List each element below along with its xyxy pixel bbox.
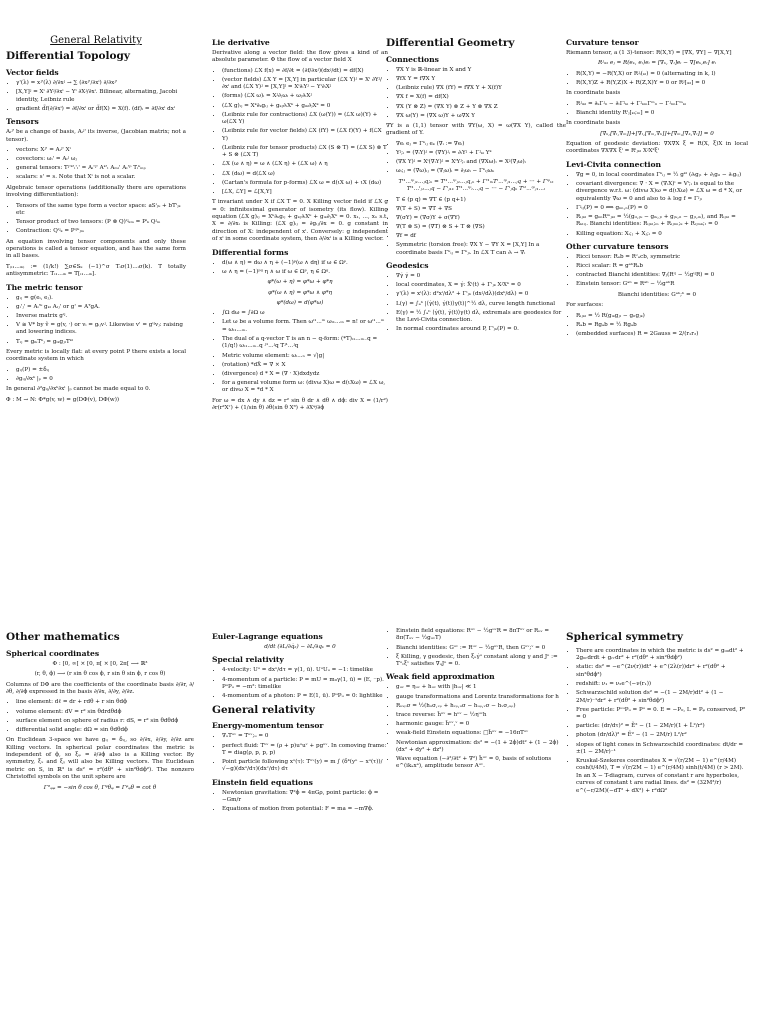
list-item: • V ≅ V* by ṽ = g(v, ·) or vᵢ = gᵢⱼvʲ. Likewise v' = gⁱʲvⱼ: raising and lowering indices. [16, 322, 186, 337]
list-item: • contracted Bianchi identities: ∇ⱼ(Rⁱʲ − ½gⁱʲR) = 0 [576, 272, 748, 279]
list-item: • gᵢⱼ(P) = ±δᵢⱼ [16, 367, 186, 374]
list-item: • There are coordinates in which the metric is ds² = g₀₀dt² + 2g₀ᵣdrdt + gᵣᵣdr² + r²(dθ² + sin²θdϕ²) [576, 648, 748, 663]
bullet-list [212, 733, 388, 773]
list-item: • Ricci tensor: Rₐb = Rᶜₐcb, symmetric [576, 254, 748, 261]
list-item: • Killing equation: Xᵢ;ⱼ + Xⱼ;ᵢ = 0 [576, 231, 748, 238]
list-item: • [X,Y]ʲ = Xⁱ ∂Yʲ/∂xⁱ − Yⁱ ∂Xʲ/∂xⁱ. Bilinear, alternating, Jacobi identity, Leibniz rule [16, 89, 186, 104]
paragraph: An equation involving tensor components and only these operations is called a tensor equation, and has the same form in all bases. [6, 238, 186, 260]
list-item: • vectors: Xʲ' = Aᵢʲ' Xⁱ [16, 147, 186, 154]
list-item: • Inverse matrix gⁱʲ. [16, 313, 186, 320]
subsection-heading: Geodesics [386, 261, 429, 271]
equation: Γᶿᵩᵩ = −sin θ cos θ, Γᵠθᵩ = Γᵠᵩθ = cot θ [43, 784, 157, 791]
section-heading: Differential Topology [6, 50, 130, 63]
bullet-list [212, 310, 388, 395]
list-item: • d(ω ∧ η) = dω ∧ η + (−1)ᵖ(ω ∧ dη) if ω ∈ Ωᵖ. [222, 260, 388, 267]
list-item: • surface element on sphere of radius r: dS, = r² sin θdθdϕ [16, 718, 194, 725]
list-item: • ∇(T + S) = ∇T + ∇S [396, 206, 566, 213]
centered-equation: Bianchi identities: Gᵃᵇ;ᵇ = 0 [617, 291, 697, 298]
column-5 [6, 628, 194, 795]
list-item: • (divergence) d * X = (∇ · X)dxdydz [222, 371, 388, 378]
equation: φ*(dω) = d(φ*ω) [276, 299, 324, 306]
list-item: • Let ω be a volume form. Then ωⁱ¹...ⁱⁿ ωᵢ₁...ᵢₙ = n! or ωⁱ¹...ⁱⁿ = ωᵢ₁...ᵢₙ. [222, 319, 388, 334]
list-item: • Bianchi identity Rⁱⱼ[ₖₗ;ₘ] = 0 [576, 110, 748, 117]
list-item: • scalars: s' = s. Note that Xⁱ is not a scalar. [16, 174, 186, 181]
paragraph: Aᵢʲ' be a change of basis, Aᵢʲ' its inverse, (Jacobian matrix; not a tensor). [6, 129, 186, 143]
list-item: • ω ∧ η = (−1)ᵖᵍ η ∧ ω if ω ∈ Ωᵖ, η ∈ Ωᵍ. [222, 269, 388, 276]
list-item: • Bianchi identities: Gᵘᵛ := Rᵘᵛ − ½gᵘᵛR, then Gᵘᵛ;ᵛ = 0 [396, 645, 566, 652]
list-item: • Tensor product of two tensors: (P ⊗ Q)ⁱʲₖₘ = Pⁱₖ Qʲₘ [16, 219, 186, 226]
section-heading: General relativity [212, 703, 315, 716]
paragraph: T₍ᵢ₁...ᵢₖ₎ := (1/k!) ∑σ∈Sₖ (−1)^σ Tᵢσ(1)...ᵢσ(k). T totally antisymmetric: Tᵢ₁...ᵢₖ = T[ᵢ₁...ᵢₖ]. [6, 263, 186, 278]
list-item: • ∇X Y is ℝ-linear in X and Y [396, 67, 566, 74]
bullet-list [6, 203, 186, 236]
list-item: • The dual of a q-vector T is an n − q-form: (*T)ᵢ₁...ᵢₙ₋q = (1/q!) ωᵢ₁...ᵢₙ₋q ʲ¹...ʲq Tʲ¹...ʲq [222, 336, 388, 351]
list-item: • photon (dr/dλ)² = Ẽ² − (1 − 2M/r) L²/r² [576, 732, 748, 739]
list-item: • (forms) (ℒX ω)ᵢ = Xʲ∂ⱼωᵢ + ωⱼ∂ᵢXʲ [222, 93, 388, 100]
paragraph: In coordinate basis [566, 90, 621, 97]
section-heading: Other mathematics [6, 631, 120, 643]
bullet-list [6, 367, 186, 384]
list-item: • gradient d̃f(∂/∂xⁱ) = ∂f/∂xⁱ or d̃f(X) = X(f). (df)ᵢ = ∂f/∂xⁱ dxⁱ [16, 106, 186, 113]
column-1 [6, 34, 186, 407]
bullet-list [566, 101, 748, 118]
list-item: • weak-field Einstein equations: □h̄ᵘᵛ = −16πTᵘᵛ [396, 730, 566, 737]
list-item: • particle: (dr/dτ)² = Ẽ² − (1 − 2M/r)(1 + L̃²/r²) [576, 723, 748, 730]
list-item: • perfect fluid: Tᵘᵛ = (ρ + p)uᵘuᵛ + pgᵘᵛ. In comoving frame: T = diag(ρ, p, p, p) [222, 743, 388, 758]
list-item: • general tensors: Tʲ'ᵏ'ᵢ'ₗ' = Aᵢ'ʲ' Aᵏ'ₗ Aₘᵢ' Aₗ'ᵖ Tᵢᵏₘₚ [16, 165, 186, 172]
subsection-heading: Einstein field equations [212, 777, 313, 787]
list-item: • L(γ) = ∫ₐᵇ |⟨γ̇(t), γ̇(t)⟩γ(t)|^½ dλ, curve length functional [396, 301, 566, 308]
list-item: • Kruskal-Szekeres coordinates X = √(r/2M − 1) e^(r/4M) cosh(t/4M), T = √(r/2M − 1) e^(r/4M) sinh(t/4M) (r > 2M). In an X − T-diagram, curves of constant r are hyperboles, curves of constant t are radial lines. ds² = (32M³/r) e^(−r/2M)(−dT² + dX²) + r²dΩ² [576, 758, 748, 795]
list-item: • (embedded surfaces) R = 2Gauss = 2/(r₁r₂) [576, 331, 748, 338]
list-item: • ∇(σY) = (∇σ)Y + σ(∇Y) [396, 215, 566, 222]
subsection-heading: Energy-momentum tensor [212, 721, 324, 731]
bullet-list [6, 699, 194, 734]
page-title: General Relativity [50, 35, 142, 46]
bullet-list [212, 667, 388, 700]
centered-equation: Φ : [0, ∞[ × [0, π[ × [0, 2π[ ⟶ ℝ³ [52, 660, 148, 667]
equation: φ*(ω + η) = φ*ω + φ*η [267, 279, 333, 286]
list-item: • ∇ᵤTᵘᵛ = Tᵘᵛ;ᵤ = 0 [222, 733, 388, 740]
list-item: • differential solid angle: dΩ = sin θdθdϕ [16, 727, 194, 734]
list-item: • (Cartan's formula for p-forms) ℒX ω = d(ιX ω) + ιX (dω) [222, 180, 388, 187]
list-item: • ξ Killing, γ geodesic, then ξᵤγ̇ᵘ constant along γ and Jᵘ := Tᵘᵥξᵛ satisfies ∇ᵤJᵘ = 0. [396, 654, 566, 669]
list-item: • (functions) ℒX f(x) = ∂f/∂t = (∂f/∂xʲ)(dxʲ/dt) = df(X) [222, 68, 388, 75]
list-item: • Symmetric (torsion free): ∇X Y − ∇Y X = [X,Y] In a coordinate basis Γᵏᵢⱼ = Γᵏⱼᵢ. In ℒX T can ∂ᵢ → ∇ᵢ [396, 242, 566, 257]
column-4 [566, 34, 748, 341]
list-item: • γ'(λ) = xʲ'(λ) ∂/∂xʲ → ∑ (∂xʲ'/∂xⁱ) ∂/∂xʲ' [16, 80, 186, 87]
list-item: • ∇eᵢ eⱼ = Γᵏᵢⱼ eₖ (∇ᵢ := ∇eᵢ) [396, 141, 566, 148]
column-7 [386, 628, 566, 774]
paragraph: On Euclidean 3-space we have gᵢⱼ = δᵢⱼ, so ∂/∂x, ∂/∂y, ∂/∂z are Killing vectors. In spherical polar coordinates the metric is independent of ϕ, so ξᵩ = ∂/∂ϕ also is a Killing vector. By symmetry, ξₓ and ξᵧ will also be Killing vectors. The Euclidean metric on S, in ℝ³ is ds² = r²(dθ² + sin²θdϕ²). The nonzero Christoffel symbols on the unit sphere are [6, 737, 194, 781]
list-item: • 4-momentum of a particle: P = mU = m₀γ(1, ū) = (E, ⁻p). PᵘPᵤ = −m²: timelike [222, 677, 388, 692]
bullet-list [386, 141, 566, 176]
bullet-list [6, 80, 186, 113]
list-item: • Rʲᵢₖₗ = ∂ₖΓʲₗᵢ − ∂ₗΓʲₖᵢ + ΓʲₖₘΓᵐₗᵢ − ΓʲₗₘΓᵐₖᵢ [576, 101, 748, 108]
list-item: • static: ds² = −e^(2ν(r))dt² + e^(2λ(r))dr² + r²(dθ² + sin²θdϕ²) [576, 664, 748, 679]
list-item: • 4-momentum of a photon: P = E(1, ū). PᵘPᵤ = 0: lightlike [222, 693, 388, 700]
list-item: • Rᵤᵥᵨσ = ½(hᵤσ,ᵥᵨ + hᵥᵨ,ᵤσ − hᵤᵨ,ᵥσ − hᵥσ,ᵤᵨ) [396, 703, 566, 710]
list-item: • T ∈ (p q) ⇒ ∇T ∈ (p q+1) [396, 197, 566, 204]
list-item: • Yʲ;ᵢ = (∇ᵢY)ʲ = (∇Y)ʲᵢ = ∂ᵢYʲ + Γʲₖᵢ Yᵏ [396, 150, 566, 157]
column-8 [566, 628, 748, 798]
list-item: • Newtonian gravitation: ∇²ϕ = 4πGρ, point particle: ϕ = −Gm/r [222, 790, 388, 805]
list-item: • Tᵢⱼ = gᵢₖTᵏⱼ = gᵢₖgⱼₗTᵏˡ [16, 339, 186, 346]
bullet-list [566, 172, 748, 238]
column-6 [212, 628, 388, 817]
list-item: • local coordinates, X = γ̇: Ẍⁱ(t) + Γⁱⱼₖ XʲXᵏ = 0 [396, 282, 566, 289]
list-item: • Contraction: Qⁱʲₖ = Pⁱʲᵏⱼₘ [16, 228, 186, 235]
list-item: • (Leibniz rule for vector fields) ℒX (fY) = (ℒX f)(Y) + f(ℒX Y) [222, 128, 388, 143]
list-item: • Rᵢⱼₖₗ = ½ R(gᵢₖgⱼₗ − gᵢₗgⱼₖ) [576, 313, 748, 320]
list-item: • slopes of light cones in Schwarzschild coordinates: dt/dr = ±(1 − 2M/r)⁻¹ [576, 742, 748, 757]
list-item: • harmonic gauge: h̄ᵘᵛ,ᵛ = 0 [396, 721, 566, 728]
paragraph: For surfaces: [566, 302, 604, 309]
list-item: • ∇γ̇ γ̇ = 0 [396, 273, 566, 280]
list-item: • trace reverse: h̄ᵘᵛ = hᵘᵛ − ½ηᵘᵛh [396, 712, 566, 719]
bullet-list [386, 273, 566, 334]
list-item: • Tensors of the same type form a vector space: aSⁱⱼₖ + bTⁱⱼₖ etc [16, 203, 186, 218]
list-item: • ∂gᵢⱼ/∂xᵏ |ₚ = 0 [16, 376, 186, 383]
equation: Tⁱ¹...ⁱᵖⱼ₁...ⱼq;ₖ = Tⁱ¹...ⁱᵖⱼ₁...ⱼq,ₖ + Γⁱ¹ₗₖTˡ...ⁱᵖⱼ₁...ⱼq + ··· + Γⁱᵖₗₖ Tⁱ¹...ˡⱼ₁...ⱼq − Γˡⱼ₁ₖ Tⁱ¹...ⁱᵖₗ...ⱼq − ··· − Γˡⱼqₖ Tⁱ¹...ⁱᵖⱼ₁...ₗ [398, 178, 554, 193]
list-item: • γ'(λ) = xⁱ(λ): d²xⁱ/dλ² + Γⁱⱼₖ (dxʲ/dλ)(dxᵏ/dλ) = 0 [396, 291, 566, 298]
list-item: • line element: dℓ = dr + rdθ + r sin θdϕ [16, 699, 194, 706]
paragraph: T invariant under X if ℒX T = 0. X Killing vector field if ℒX g = 0: infinitesimal generator of isometry (its flow). Killing equation (ℒX g)ᵢⱼ = Xᵏ∂ₖgᵢⱼ + gₖⱼ∂ᵢXᵏ + gᵢₖ∂ⱼXᵏ = 0. x₁, ..., xₙ s.t. X = ∂/∂xᵢ is Killing: (ℒX g)ᵢⱼ = ∂gᵢⱼ/∂x = 0. g constant in direction of X: independent of xⁱ. Conversely: g independent of xⁱ in some coordinate system, then ∂/∂xⁱ is a Killing vector. [212, 199, 388, 243]
list-item: • covectors: ωᵢ' = Aᵢʲ ωⱼ [16, 156, 186, 163]
list-item: • covariant divergence: ∇ · X = (∇ᵢX)ⁱ = Vⁱ;ᵢ is equal to the divergence w.r.t. ω: (divω X)ω = d(ιXω) = ℒX ω = d * X, or equivalently ∇ω = 0 and also to ∂ᵢ log f = Γʲⱼᵢ [576, 181, 748, 203]
list-item: • Equations of motion from potential: F = ma = −m∇ϕ. [222, 806, 388, 813]
list-item: • for a general volume form ω: (divω X)ω = d(ιXω) = ℒX ω, or divω X = *d * X [222, 380, 388, 395]
list-item: • Point particle following xᵘ(τ): Tᵘᵛ(y) = m ∫ (δ⁴(yᵘ − xᵘ(τ))/√−g)(dxᵘ/dτ)(dxᵛ/dτ) dτ [222, 759, 388, 774]
list-item: • ℒX (dω) = d(ℒX ω) [222, 171, 388, 178]
bullet-list [212, 260, 388, 277]
list-item: • Ricci scalar: R = gᵃᵇRₐb [576, 263, 748, 270]
bullet-list [212, 68, 388, 197]
column-2 [212, 34, 388, 416]
subsection-heading: Levi-Civita connection [566, 159, 662, 169]
paragraph: Equation of geodesic deviation: ∇X∇X ξ = R(X, ξ)X in local coordinates ∇X∇X ξⁱ = Rⁱⱼₖₗ XʲXᵏξˡ [566, 140, 748, 155]
subsection-heading: Connections [386, 54, 439, 64]
centered-equation: (r, θ, ϕ) ⟶ (r sin θ cos ϕ, r sin θ sin ϕ, r cos θ) [34, 671, 166, 678]
subsection-heading: Spherical coordinates [6, 648, 100, 658]
list-item: • gauge transformations and Lorentz transformations for h [396, 694, 566, 701]
subsection-heading: Special relativity [212, 655, 284, 665]
list-item: • (∇X Y)ʲ = Xⁱ(∇ᵢY)ʲ = XⁱYʲ;ᵢ and (∇Xω)ᵢ = Xʲ(∇ⱼω)ᵢ [396, 159, 566, 166]
list-item: • ℒX (ω ∧ η) = ω ∧ (ℒX η) + (ℒX ω) ∧ η [222, 161, 388, 168]
list-item: • Rᵢⱼₖₗ = gᵢₘRᵐⱼₖₗ = ½(gᵢₗ,ⱼₖ − gᵢₖ,ⱼₗ + gⱼₖ,ᵢₗ − gⱼₗ,ᵢₖ), and Rᵢⱼₖₗ = Rₖₗᵢⱼ. Bianchi identities: Rᵢⱼₖₗ;ₘ + Rᵢⱼₗₘ;ₖ + Rᵢⱼₘₖ;ₗ = 0 [576, 214, 748, 229]
bullet-list [6, 295, 186, 346]
list-item: • (ℒX g)ᵢⱼ = Xᵏ∂ₖgᵢⱼ + gₖⱼ∂ᵢXᵏ + gᵢₖ∂ⱼXᵏ = 0 [222, 103, 388, 110]
bullet-list [212, 790, 388, 814]
list-item: • Schwarzschild solution ds² = −(1 − 2M/r)dt² + (1 − 2M/r)⁻¹dr² + r²(dθ² + sin²θdϕ²) [576, 690, 748, 705]
bullet-list [6, 147, 186, 182]
paragraph: Derivative along a vector field: the flow gives a kind of an absolute parameter. Φ the flow of a vector field X [212, 50, 388, 64]
list-item: • R(X,Y) = −R(Y,X) or Rʲᵢ(ₖₗ) = 0 (alternating in k, l) [576, 71, 748, 78]
equation: [∇ₖ,[∇ₗ,∇ₘ]]+[∇ₗ,[∇ₘ,∇ₖ]]+[∇ₘ,[∇ₖ,∇ₗ]] = 0 [600, 130, 714, 137]
paragraph: In general ∂²gᵢⱼ/∂xᵏ∂xˡ |ₚ cannot be made equal to 0. [6, 386, 151, 393]
list-item: • gᵤᵥ = ηᵤᵥ + hᵤᵥ with |hᵤᵥ| ≪ 1 [396, 684, 566, 691]
paragraph: In coordinate basis [566, 120, 621, 127]
paragraph: Columns of DΦ are the coefficients of the coordinate basis ∂/∂r, ∂/∂θ, ∂/∂ϕ expressed in the basis ∂/∂x, ∂/∂y, ∂/∂z. [6, 681, 194, 695]
list-item: • Rₐb = Rgₐb = ½ Rgₐb [576, 322, 748, 329]
subsection-heading: The metric tensor [6, 282, 83, 292]
bullet-list [386, 67, 566, 120]
list-item: • 4-velocity: Uᵘ = dxᵘ/dτ = γ(1, ū). UᵘUᵤ = −1: timelike [222, 667, 388, 674]
bullet-list [386, 197, 566, 258]
equation: φ*(ω ∧ η) = φ*ω ∧ φ*η [268, 289, 332, 296]
list-item: • R(X,Y)Z + R(Y,Z)X + R(Z,X)Y = 0 or Rʲ[ᵢₖₗ] = 0 [576, 80, 748, 87]
section-heading: Spherical symmetry [566, 631, 683, 643]
list-item: • In normal coordinates around P, Γⁱⱼₖ(P) = 0. [396, 326, 566, 333]
list-item: • E(γ) = ½ ∫ₐᵇ ⟨γ̇(t), γ̇(t)⟩γ(t) dλ, extremals are geodesics for the Levi-Civita connection. [396, 310, 566, 325]
list-item: • (vector fields) ℒX Y = [X,Y] in particular (ℒX Y)ʲ = Xⁱ ∂Yʲ/∂xⁱ and (ℒX Y)ʲ = [X,Y]ʲ = Xⁱ∂ᵢYʲ − Yⁱ∂ᵢXʲ [222, 77, 388, 92]
equation: Rʲᵢₖₗ eⱼ = R(eₖ, eₗ)eᵢ = [∇ₖ, ∇ₗ]eᵢ − ∇[eₖ,eₗ] eᵢ [598, 60, 716, 67]
paragraph: For ω = dx ∧ dy ∧ dz = r² sin θ dr ∧ dθ ∧ dϕ: div X = (1/r²) ∂r(r²Xʳ) + (1/sin θ) ∂θ(sin θ Xᶿ) + ∂Xᵠ/∂ϕ [212, 397, 388, 412]
list-item: • ∇f = df [396, 233, 566, 240]
subsection-heading: Vector fields [6, 68, 59, 78]
list-item: • Free particle: PᵘᵘPᵤ = Pᵘ = 0. E = −P₀, L = Pᵩ conserved, Pᶿ = 0 [576, 707, 748, 722]
list-item: • ∇X (Y ⊗ Z) = (∇X Y) ⊗ Z + Y ⊗ ∇X Z [396, 104, 566, 111]
list-item: • ∇X ω(Y) = (∇X ω)Y + ω∇X Y [396, 113, 566, 120]
bullet-list [566, 313, 748, 339]
list-item: • [ℒX, ℒY] = ℒ[X,Y] [222, 189, 388, 196]
bullet-list [566, 71, 748, 88]
list-item: • volume element: dV = r² sin θdrdθdϕ [16, 709, 194, 716]
list-item: • (Leibniz rule for contractions) ℒX (ω(Y)) = (ℒX ω)(Y) + ω(ℒX Y) [222, 112, 388, 127]
subsection-heading: Tensors [6, 117, 39, 127]
list-item: • Newtonian approximation: ds² = −(1 + 2ϕ)dt² + (1 − 2ϕ)(dx² + dy² + dz²) [396, 740, 566, 755]
section-heading: Differential Geometry [386, 37, 515, 49]
paragraph: Every metric is locally flat: at every point P there exists a local coordinate system in which [6, 348, 186, 363]
paragraph: Riemann tensor, a (1 3)-tensor: R(X,Y) = [∇X, ∇Y] − ∇[X,Y] [566, 50, 732, 57]
paragraph: Algebraic tensor operations (additionally there are operations involving differentiation): [6, 184, 186, 199]
list-item: • ∇X f = X(f) = df(X) [396, 94, 566, 101]
list-item: • gᵢⱼ = g(eᵢ, eⱼ). [16, 295, 186, 302]
bullet-list [386, 628, 566, 668]
list-item: • Einstein field equations: Rᵘᵛ − ½gᵘᵛR = 8πTᵘᵛ or Rᵤᵥ = 8π(Tᵤᵥ − ½gᵤᵥT) [396, 628, 566, 643]
bullet-list [566, 648, 748, 795]
subsection-heading: Weak field approximation [386, 672, 495, 682]
bullet-list [386, 684, 566, 770]
paragraph: ∇Y is a (1,1) tensor with ∇Y(ω, X) = ω(∇X Y), called the gradient of Y. [386, 123, 566, 137]
list-item: • ∫Ω dω = ∫∂Ω ω [222, 310, 388, 317]
list-item: • (rotation) *dX̃ = ∇ × X [222, 362, 388, 369]
list-item: • Wave equation (−∂²/∂t² + ∇²) h̄ᵘᵛ = 0, basis of solutions e^(ikₐxᵃ), amplitude tensor Aᵘᵛ. [396, 756, 566, 771]
subsection-heading: Lie derivative [212, 38, 270, 47]
bullet-list [566, 254, 748, 289]
equation: d/dt (∂L/∂q̇ₖ) − ∂L/∂qₖ = 0 [264, 644, 336, 651]
paragraph: Φ : M → N: Φ*g(v, w) = g(DΦ(v), DΦ(w)) [6, 396, 120, 403]
list-item: • ωᵢ;ⱼ = (∇ω)ᵢⱼ = (∇ⱼω)ᵢ = ∂ⱼωᵢ − Γᵏᵢⱼωₖ [396, 168, 566, 175]
subsection-heading: Euler-Lagrange equations [212, 632, 323, 641]
list-item: • Metric volume element: ωᵢ...ₙ = √|g| [222, 353, 388, 360]
column-3 [386, 34, 566, 337]
subsection-heading: Other curvature tensors [566, 241, 669, 251]
list-item: • Γʲᵢⱼ(P) = 0 ⟺ gᵢₘ,ₙ(P) = 0 [576, 205, 748, 212]
subsection-heading: Curvature tensor [566, 38, 639, 47]
list-item: • (Leibniz rule for tensor products) ℒX (S ⊗ T) = (ℒX S) ⊗ T + S ⊗ (ℒX T) [222, 145, 388, 160]
list-item: • gᵢ'ⱼ' = Aᵢ'ᵏ gₖₗ Aₗⱼ' or g' = AᵀgA. [16, 304, 186, 311]
list-item: • ∇(T ⊗ S) = (∇T) ⊗ S + T ⊗ (∇S) [396, 224, 566, 231]
list-item: • ∇fX Y = f∇X Y [396, 76, 566, 83]
list-item: • redshift: ν₁ = ν₂e^(−ν(r₁)) [576, 681, 748, 688]
subsection-heading: Differential forms [212, 247, 289, 257]
list-item: • (Leibniz rule) ∇X (fY) = f∇X Y + X(f)Y [396, 85, 566, 92]
list-item: • ∇g = 0, in local coordinates Γᵏᵢⱼ = ½ gᵏˡ (∂ᵢgⱼₗ + ∂ⱼgᵢₗ − ∂ₗgᵢⱼ) [576, 172, 748, 179]
list-item: • Einstein tensor: Gᵃᵇ = Rᵃᵇ − ½gᵃᵇR [576, 281, 748, 288]
